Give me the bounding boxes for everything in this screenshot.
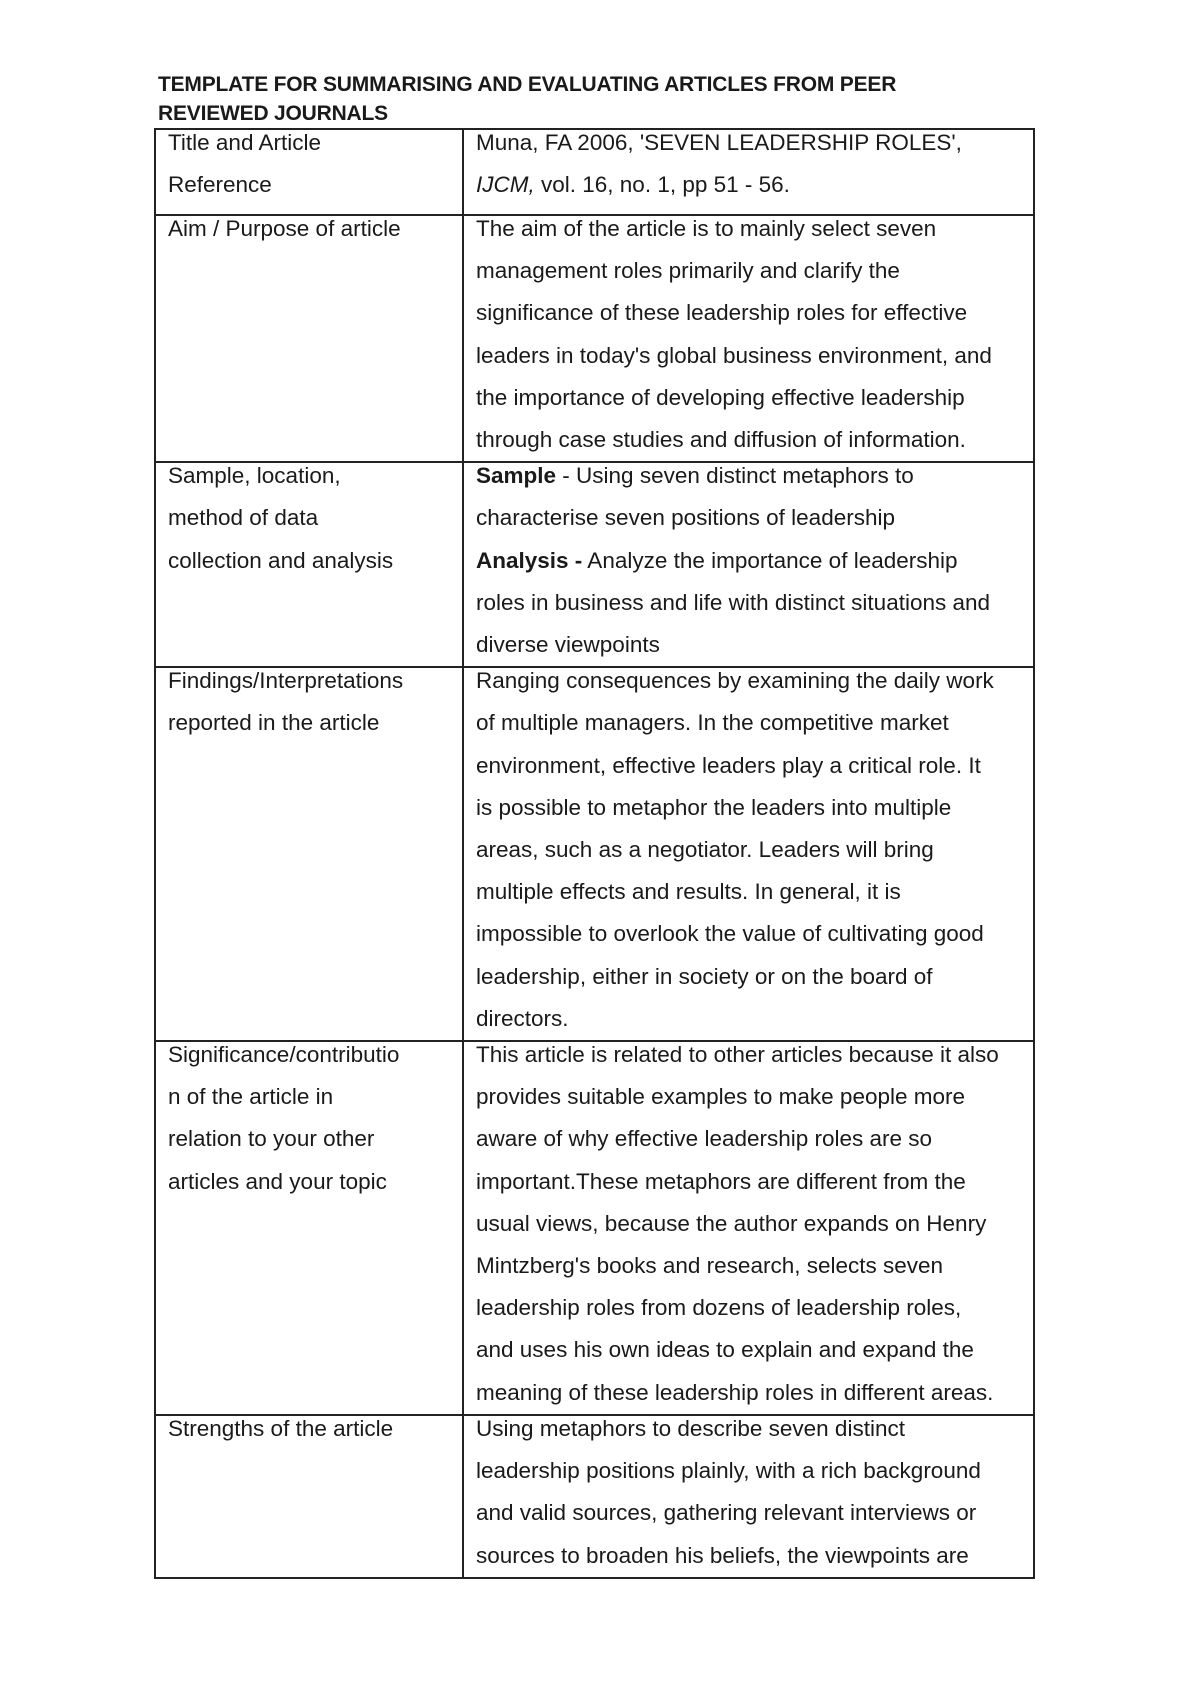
- value-line: diverse viewpoints: [476, 632, 660, 658]
- value-line: leaders in today's global business environment, and: [476, 342, 992, 368]
- journal-name: IJCM,: [476, 172, 535, 198]
- value-line: significance of these leadership roles for effective: [476, 300, 968, 326]
- value-line: management roles primarily and clarify the: [476, 258, 900, 284]
- label-line: Title and Article: [168, 130, 321, 155]
- label-line: Aim / Purpose of article: [168, 216, 401, 241]
- label-line: Significance/contributio: [168, 1042, 400, 1068]
- label-line: collection and analysis: [168, 547, 394, 573]
- value-line: Using metaphors to describe seven distinct: [476, 1415, 905, 1441]
- value-line: impossible to overlook the value of cultivating good: [476, 921, 984, 947]
- value-line: leadership, either in society or on the board of: [476, 963, 933, 989]
- value-line: through case studies and diffusion of information.: [476, 427, 966, 453]
- value-line: aware of why effective leadership roles are so: [476, 1126, 933, 1152]
- label-line: Sample, location,: [168, 463, 341, 489]
- value-line: provides suitable examples to make people more: [476, 1084, 966, 1110]
- row-label: [155, 215, 463, 462]
- value-line: multiple effects and results. In general, it is: [476, 879, 901, 905]
- label-line: relation to your other: [168, 1126, 375, 1152]
- row-label: [155, 129, 463, 215]
- label-line: reported in the article: [168, 710, 380, 736]
- value-line: directors.: [476, 1005, 569, 1031]
- row-value: [463, 462, 1034, 667]
- title-line-2: REVIEWED JOURNALS: [158, 102, 388, 125]
- row-label: [155, 1415, 463, 1578]
- summary-table: [154, 128, 1035, 1579]
- value-line: [476, 462, 1029, 497]
- label-line: Findings/Interpretations: [168, 668, 404, 694]
- analysis-heading: Analysis -: [476, 547, 583, 573]
- row-value: [463, 1041, 1034, 1415]
- value-line: the importance of developing effective leadership: [476, 384, 965, 410]
- label-line: n of the article in: [168, 1084, 334, 1110]
- table-row-method: [155, 462, 1034, 667]
- value-line: [476, 540, 1029, 582]
- sample-heading: Sample: [476, 463, 557, 489]
- table-row-findings: [155, 667, 1034, 1041]
- row-value: [463, 215, 1034, 462]
- value-line: sources to broaden his beliefs, the viewpoints are: [476, 1542, 969, 1568]
- title-line-1: TEMPLATE FOR SUMMARISING AND EVALUATING ARTICLES FROM PEER: [158, 73, 897, 96]
- value-line: and valid sources, gathering relevant interviews or: [476, 1500, 977, 1526]
- page-title: [158, 70, 1058, 128]
- value-line: areas, such as a negotiator. Leaders will bring: [476, 837, 934, 863]
- table-row-significance: [155, 1041, 1034, 1415]
- value-line: environment, effective leaders play a critical role. It: [476, 752, 981, 778]
- reference-line: Muna, FA 2006, 'SEVEN LEADERSHIP ROLES',: [476, 130, 962, 155]
- row-value: [463, 667, 1034, 1041]
- reference-line: [476, 164, 1029, 206]
- label-line: Reference: [168, 172, 272, 198]
- value-line: The aim of the article is to mainly select seven: [476, 216, 937, 241]
- value-line: This article is related to other articles because it also: [476, 1042, 999, 1068]
- row-label: [155, 667, 463, 1041]
- value-line: Mintzberg's books and research, selects seven: [476, 1253, 944, 1279]
- table-row-strengths: [155, 1415, 1034, 1578]
- value-line: leadership positions plainly, with a rich background: [476, 1458, 981, 1484]
- label-line: articles and your topic: [168, 1168, 387, 1194]
- row-label: [155, 462, 463, 667]
- row-label: [155, 1041, 463, 1415]
- value-line: and uses his own ideas to explain and expand the: [476, 1337, 974, 1363]
- table-row-aim: [155, 215, 1034, 462]
- value-line: meaning of these leadership roles in different areas.: [476, 1379, 994, 1405]
- label-line: method of data: [168, 505, 319, 531]
- table-row-reference: [155, 129, 1034, 215]
- row-value: [463, 1415, 1034, 1578]
- value-line: usual views, because the author expands on Henry: [476, 1210, 987, 1236]
- value-line: Ranging consequences by examining the daily work: [476, 668, 994, 694]
- value-line: is possible to metaphor the leaders into multiple: [476, 794, 952, 820]
- value-line: roles in business and life with distinct situations and: [476, 589, 991, 615]
- reference-details: vol. 16, no. 1, pp 51 - 56.: [534, 172, 790, 198]
- sample-text: - Using seven distinct metaphors to: [556, 463, 914, 489]
- analysis-text: Analyze the importance of leadership: [582, 547, 958, 573]
- label-line: Strengths of the article: [168, 1415, 394, 1441]
- value-line: of multiple managers. In the competitive market: [476, 710, 949, 736]
- value-line: characterise seven positions of leadership: [476, 505, 895, 531]
- value-line: leadership roles from dozens of leadership roles,: [476, 1295, 962, 1321]
- value-line: important.These metaphors are different from the: [476, 1168, 966, 1194]
- row-value: [463, 129, 1034, 215]
